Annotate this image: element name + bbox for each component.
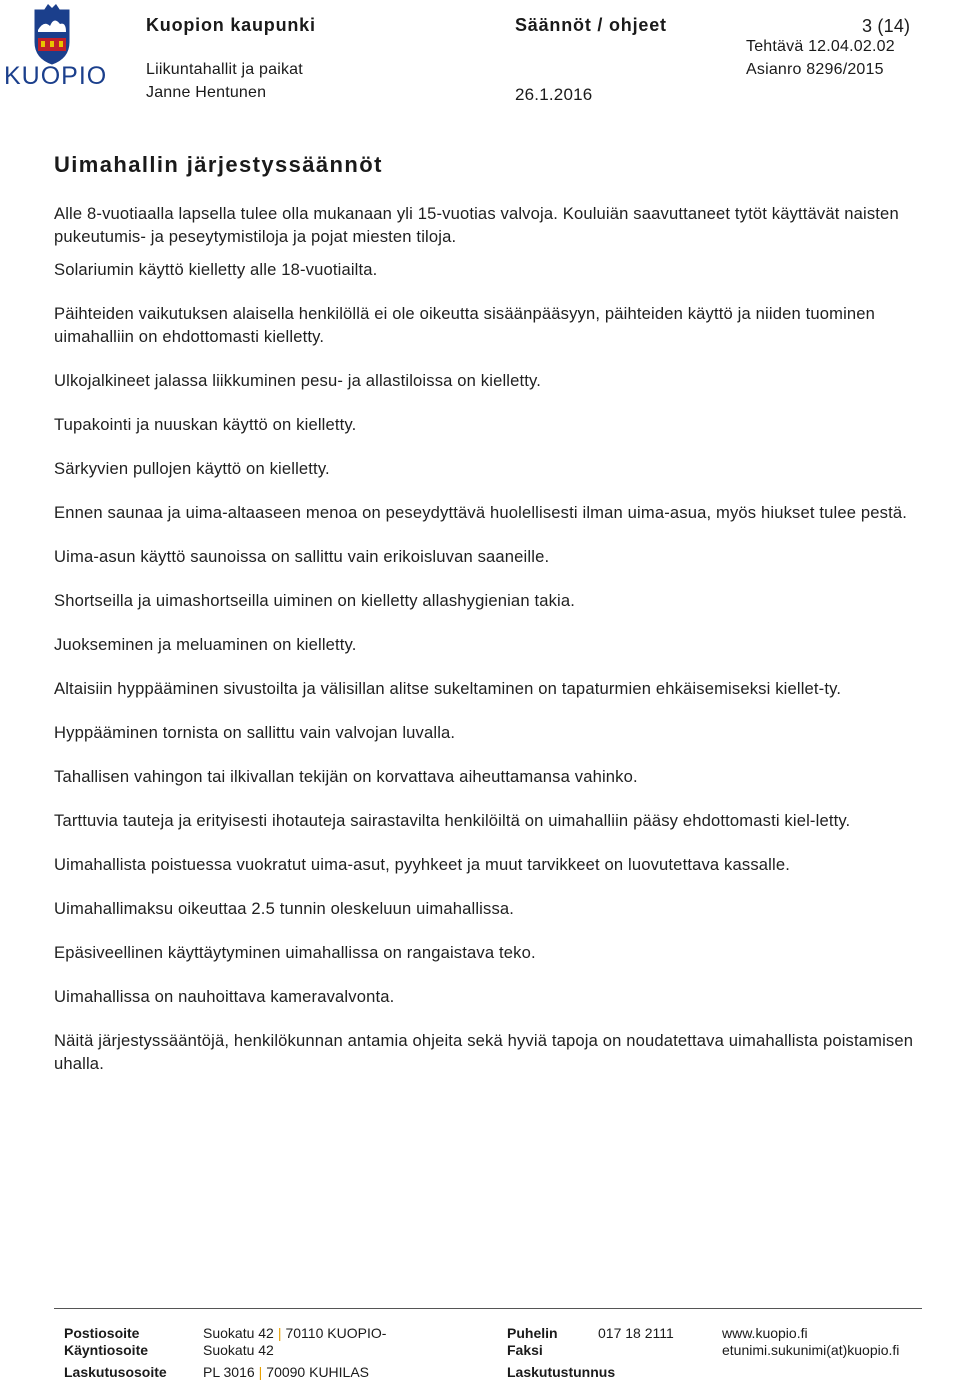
rule-paragraph: Päihteiden vaikutuksen alaisella henkilöllä ei ole oikeutta sisäänpääsyyn, päihteiden käyttö ja niiden tuominen uimahalliin on ehdottomasti kielletty. — [54, 304, 876, 346]
rule-paragraph: Uimahallissa on nauhoittava kameravalvonta. — [54, 987, 395, 1006]
rules-list — [54, 202, 934, 1096]
header-org: Kuopion kaupunki — [146, 15, 316, 35]
rule-paragraph: Uima-asun käyttö saunoissa on sallittu vain erikoisluvan saaneille. — [54, 547, 550, 566]
rule-paragraph: Tahallisen vahingon tai ilkivallan tekijän on korvattava aiheuttamansa vahinko. — [54, 767, 638, 786]
footer-visit-label: Käyntiosoite — [64, 1342, 149, 1358]
rule-paragraph: Uimahallimaksu oikeuttaa 2.5 tunnin oleskeluun uimahallissa. — [54, 899, 515, 918]
rule-paragraph: Tarttuvia tauteja ja erityisesti ihotauteja sairastavilta henkilöiltä on uimahalliin pääsy ehdottomasti kiel-letty. — [54, 811, 851, 830]
rule-paragraph: Ulkojalkineet jalassa liikkuminen pesu- ja allastiloissa on kielletty. — [54, 371, 542, 390]
header-doctype: Säännöt / ohjeet — [515, 15, 667, 35]
logo-wordmark: KUOPIO — [4, 62, 108, 90]
footer-email-link[interactable]: etunimi.sukunimi(at)kuopio.fi — [722, 1342, 900, 1358]
header-page-number: 3 (14) — [862, 16, 911, 36]
footer-website-link[interactable]: www.kuopio.fi — [722, 1325, 808, 1341]
rule-paragraph: Epäsiveellinen käyttäytyminen uimahallissa on rangaistava teko. — [54, 943, 536, 962]
rule-paragraph: Altaisiin hyppääminen sivustoilta ja välisillan alitse sukeltaminen on tapaturmien ehkäisemiseksi kiellet-ty. — [54, 679, 842, 698]
rule-paragraph: Tupakointi ja nuuskan käyttö on kielletty. — [54, 415, 357, 434]
footer-postal-label: Postiosoite — [64, 1325, 140, 1341]
kuopio-logo — [4, 2, 108, 94]
rule-paragraph: Näitä järjestyssääntöjä, henkilökunnan antamia ohjeita sekä hyviä tapoja on noudatettava uimahallista poistamisen uhalla. — [54, 1031, 914, 1073]
footer-billing-label: Laskutusosoite — [64, 1364, 167, 1380]
footer-separator: | — [258, 1364, 263, 1380]
footer-fax-label: Faksi — [507, 1342, 543, 1358]
footer-separator: | — [277, 1325, 282, 1341]
rule-paragraph: Ennen saunaa ja uima-altaaseen menoa on peseydyttävä huolellisesti ilman uima-asua, myös hiukset tulee pestä. — [54, 503, 907, 522]
header-author: Janne Hentunen — [146, 84, 267, 101]
rule-paragraph: Hyppääminen tornista on sallittu vain valvojan luvalla. — [54, 723, 456, 742]
footer-billing-city: 70090 KUHILAS — [266, 1364, 370, 1380]
footer-billing-box: PL 3016 — [203, 1364, 255, 1380]
footer-visit-address: Suokatu 42 — [203, 1342, 274, 1358]
footer-billing-address — [203, 1364, 369, 1380]
footer-postal-city: 70110 KUOPIO- — [285, 1325, 387, 1341]
footer-postal-street: Suokatu 42 — [203, 1325, 274, 1341]
header-unit: Liikuntahallit ja paikat — [146, 61, 303, 78]
footer-billing-id-label: Laskutustunnus — [507, 1364, 616, 1380]
footer-phone-value: 017 18 2111 — [598, 1325, 674, 1341]
header-task: Tehtävä 12.04.02.02 — [746, 38, 895, 55]
document-title: Uimahallin järjestyssäännöt — [54, 152, 383, 177]
header-record-number: Asianro 8296/2015 — [746, 61, 884, 78]
rule-paragraph: Alle 8-vuotiaalla lapsella tulee olla mukanaan yli 15-vuotias valvoja. Kouluiän saavuttaneet tytöt käyttävät naisten pukeutumis- ja peseytymistiloja ja pojat miesten tiloja. — [54, 204, 899, 246]
rule-paragraph: Juokseminen ja meluaminen on kielletty. — [54, 635, 357, 654]
header-date: 26.1.2016 — [515, 85, 593, 104]
rule-paragraph: Uimahallista poistuessa vuokratut uima-asut, pyyhkeet ja muut tarvikkeet on luovutettava kassalle. — [54, 855, 790, 874]
footer-phone-label: Puhelin — [507, 1325, 558, 1341]
rule-paragraph: Solariumin käyttö kielletty alle 18-vuotiailta. — [54, 260, 378, 279]
footer-divider — [54, 1308, 922, 1309]
rule-paragraph: Shortseilla ja uimashortseilla uiminen on kielletty allashygienian takia. — [54, 591, 576, 610]
footer-postal-address — [203, 1325, 386, 1341]
rule-paragraph: Särkyvien pullojen käyttö on kielletty. — [54, 459, 330, 478]
